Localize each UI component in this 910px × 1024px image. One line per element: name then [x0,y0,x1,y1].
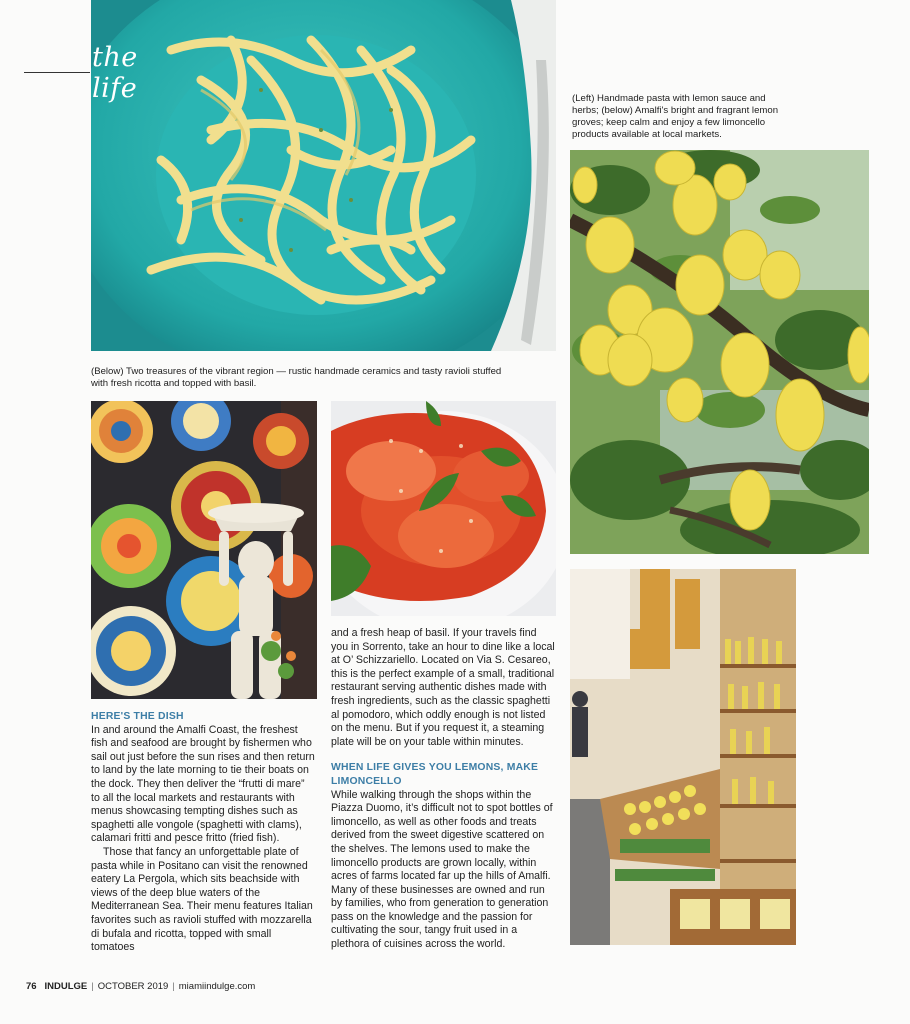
col1-paragraph-2: Those that fancy an unforgettable plate of pasta while in Positano can visit the renowned eatery La Pergola, which sits beachside with views of the deep blue waters of the Mediterranean Sea. Their menu features Italian favorites such as ravioli stuffed with mozzarella di bufala and ricotta, topped with small tomatoes [91,845,313,954]
magazine-name: INDULGE [44,981,88,992]
issue-date: OCTOBER 2019 [97,981,169,992]
col2-paragraph-2: While walking through the shops within the Piazza Duomo, it’s difficult not to spot bottles of limoncello, as well as other foods and treats derived from the sweet digestive scattered on the shelves. The lemons used to make the limoncello products are grown locally, within acres of farms located far up the hills of Amalfi. Many of these businesses are owned and run by families, who from generation to generation pass on the knowledge and the passion for cultivating the sour, tangy fruit used in a plethora of cuisines across the world. [331,788,553,951]
subhead-heres-the-dish: HERE'S THE DISH [91,711,184,722]
ravioli-photo [331,401,556,616]
article-column-1 [91,710,316,955]
website-link[interactable]: miamiindulge.com [178,981,256,992]
ceramics-photo [91,401,317,699]
col1-paragraph-1: In and around the Amalfi Coast, the freshest fish and seafood are brought by fishermen who sail out just before the sun rises and then return to land by the late morning to tie their boats on the dock. They then deliver the “frutti di mare” to all the local markets and restaurants with menus showcasing tempting dishes such as spaghetti alle vongole (spaghetti with clams), calamari fritti and pesce fritto (fried fish). [91,723,315,845]
page-footer: 76 INDULGE | OCTOBER 2019 | miamiindulge.com [26,981,256,992]
col2-paragraph-1: and a fresh heap of basil. If your travels find you in Sorrento, take an hour to dine like a local at O’ Schizzariello. Located on Via S. Cesareo, this is the perfect example of a small, traditional restaurant serving authentic dishes made with fresh ingredients, such as the classic spaghetti al pomodoro, which oddly enough is not listed on the menu. But if you request it, a steaming plate will be on your table within minutes. [331,627,555,748]
section-tag [24,42,174,104]
caption-middle: (Below) Two treasures of the vibrant region — rustic handmade ceramics and tasty ravioli stuffed with fresh ricotta and topped with basil. [91,366,502,389]
page-number: 76 [26,981,37,992]
section-label: the life [92,42,138,104]
section-rule [24,72,90,73]
article-column-2 [331,627,556,952]
caption-right-top: (Left) Handmade pasta with lemon sauce and herbs; (below) Amalfi's bright and fragrant lemon groves; keep calm and enjoy a few limoncello products available at local markets. [572,93,779,140]
market-shop-photo [570,569,796,945]
lemon-tree-photo [570,150,869,554]
subhead-limoncello: WHEN LIFE GIVES YOU LEMONS, MAKE LIMONCELLO [331,762,539,787]
